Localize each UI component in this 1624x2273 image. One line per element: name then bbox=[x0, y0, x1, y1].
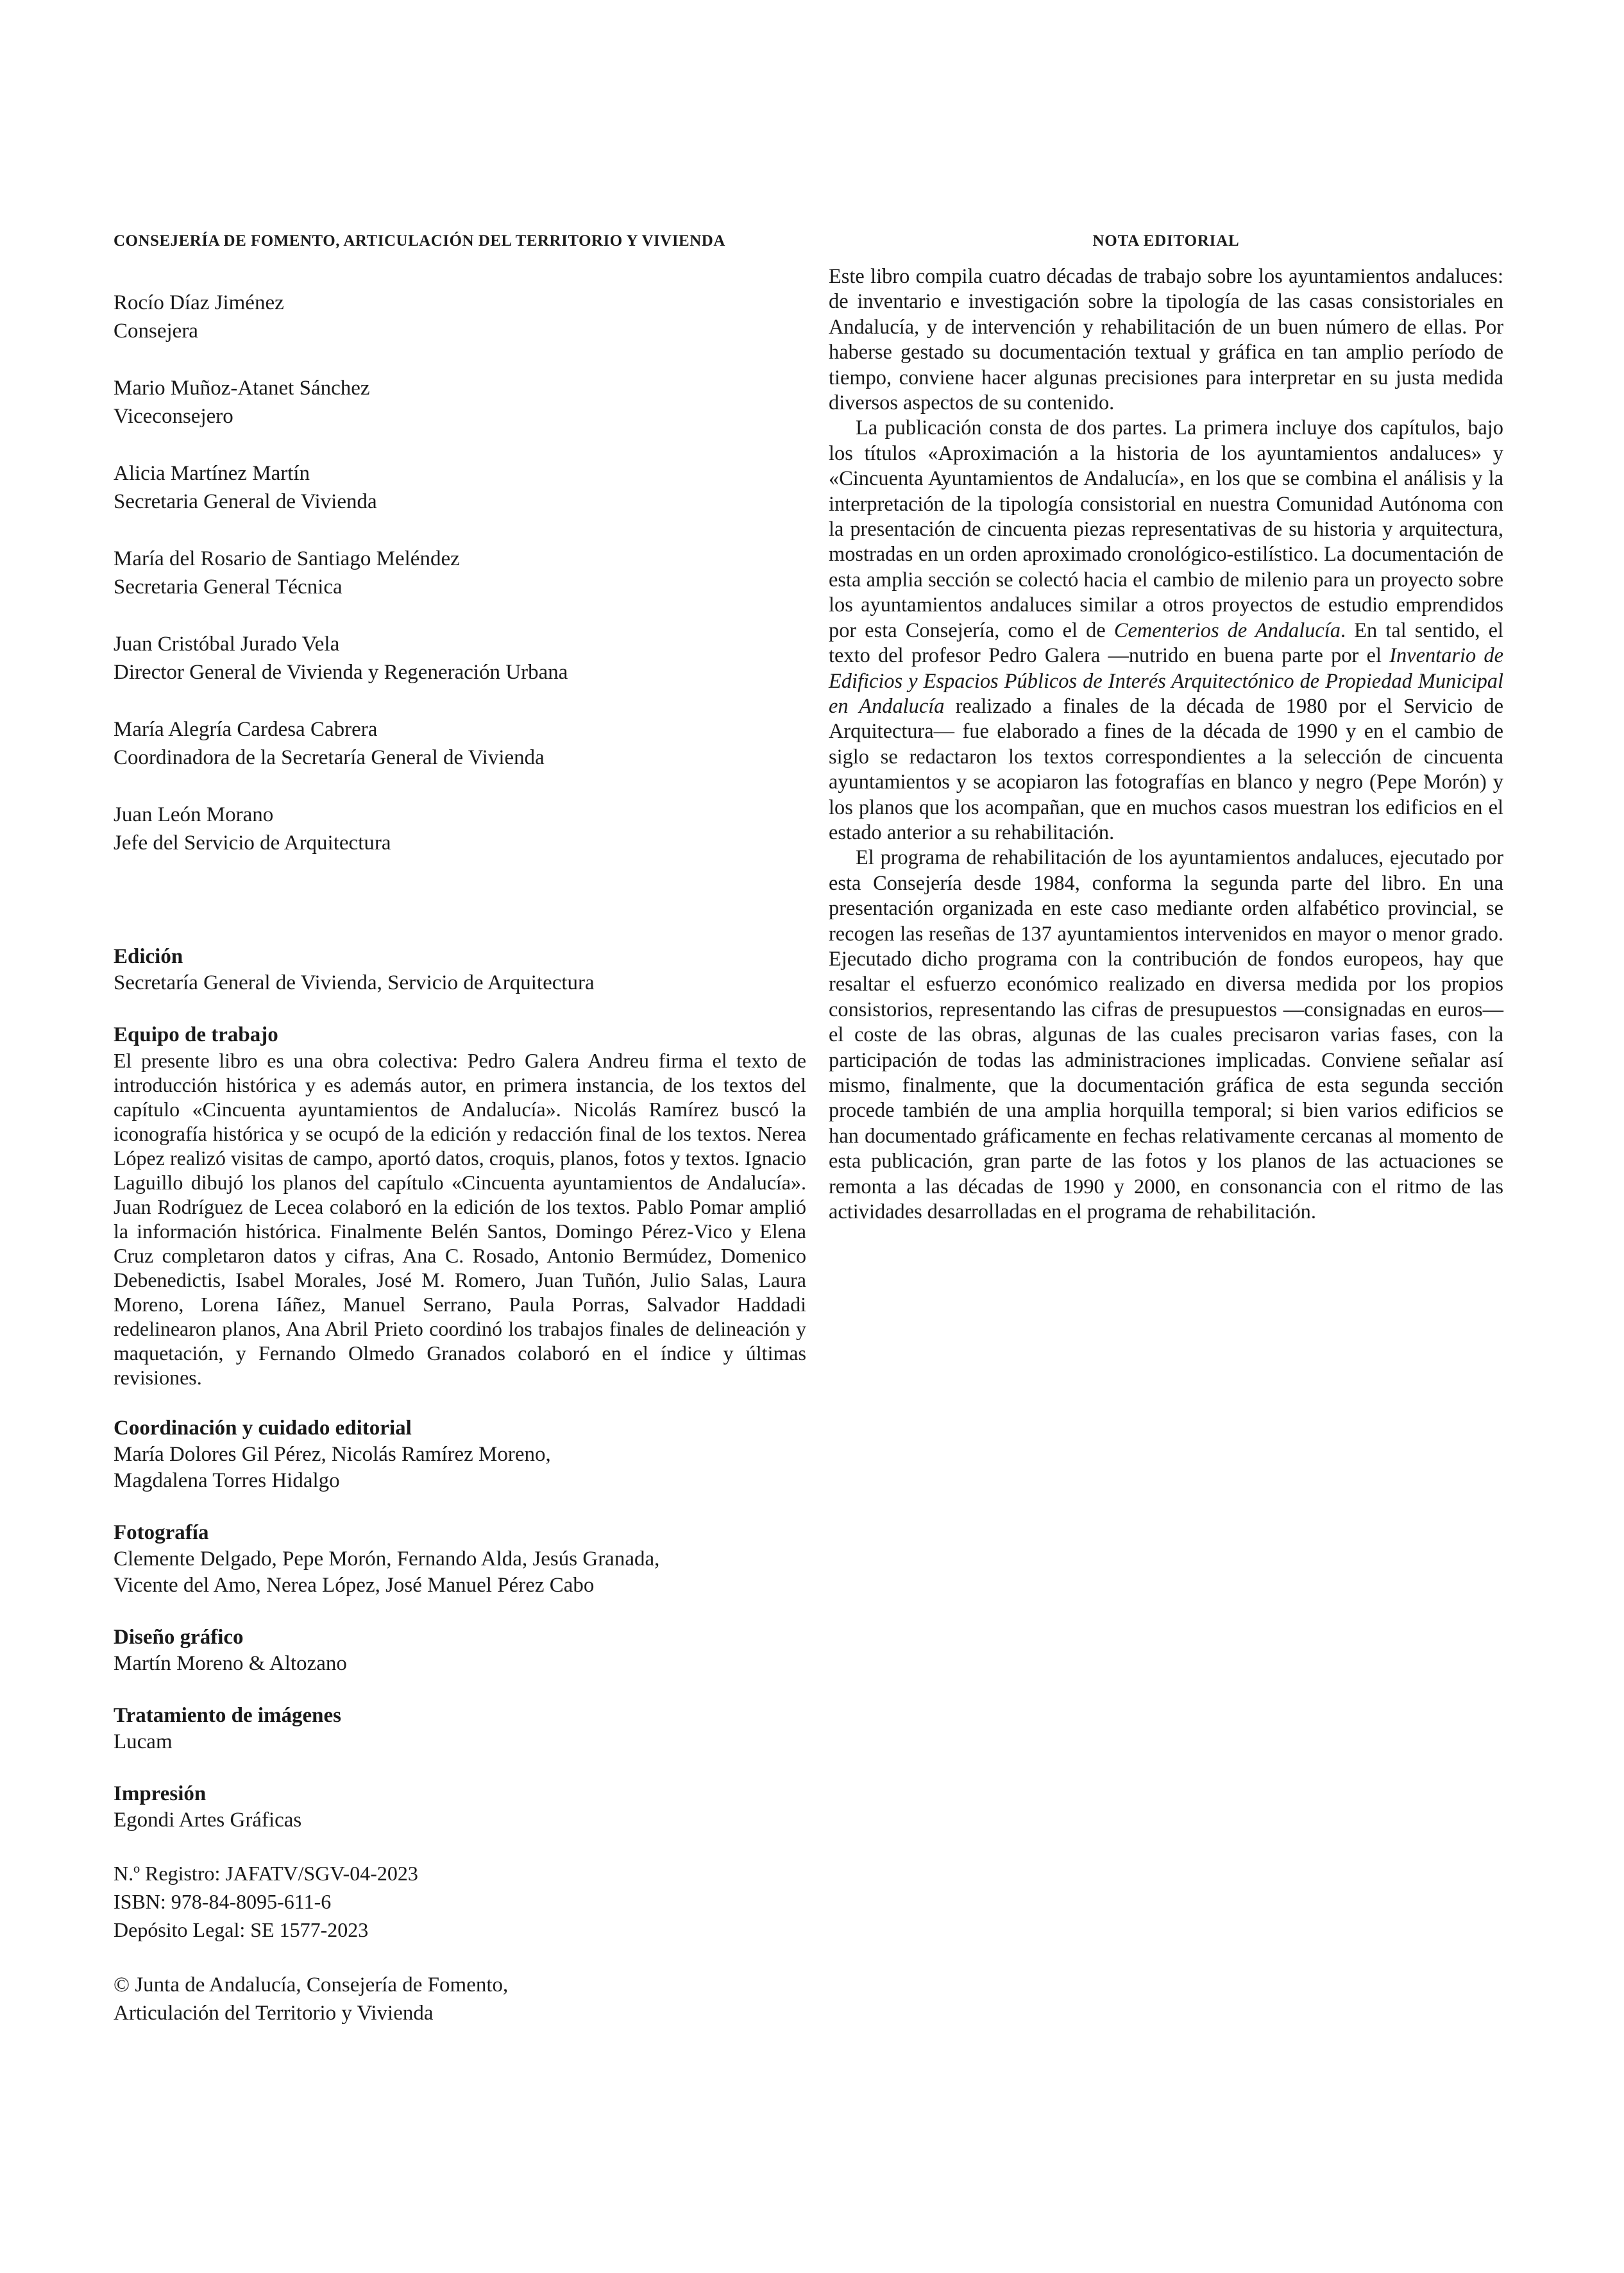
editorial-paragraph-3: El programa de rehabilitación de los ayuntamientos andaluces, ejecutado por esta Consejería desde 1984, conforma la segunda parte del libro. En una presentación organizada en este caso mediante orden alfabético provincial, se recogen las reseñas de 137 ayuntamientos intervenidos en mayor o menor grado. Ejecutado dicho programa con la contribución de fondos europeos, hay que resaltar el esfuerzo económico realizado en diversa medida por los propios consistorios, representando las cifras de presupuestos —consignadas en euros— el coste de las obras, algunas de las cuales precisaron varias fases, con la participación de todas las administraciones implicadas. Conviene señalar así mismo, finalmente, que la documentación gráfica de esta segunda sección procede también de una amplia horquilla temporal; si bien varios edificios se han documentado gráficamente en fechas relativamente cercanas al momento de esta publicación, gran parte de las fotos y los planos de las actuaciones se remonta a las décadas de 1990 y 2000, en consonancia con el ritmo de las actividades desarrolladas en el programa de rehabilitación. bbox=[829, 846, 1503, 1224]
tratamiento-heading: Tratamiento de imágenes bbox=[114, 1704, 341, 1727]
person-role: Coordinadora de la Secretaría General de Vivienda bbox=[114, 746, 545, 769]
person-role: Consejera bbox=[114, 319, 198, 343]
equipo-text: El presente libro es una obra colectiva: Pedro Galera Andreu firma el texto de introducción histórica y es además autor, en primera instancia, de los textos del capítulo «Cincuenta ayuntamientos de Andalucía». Nicolás Ramírez buscó la iconografía histórica y se ocupó de la edición y redacción final de los textos. Nerea López realizó visitas de campo, aportó datos, croquis, planos, fotos y textos. Ignacio Laguillo dibujó los planos del capítulo «Cincuenta ayuntamientos de Andalucía». Juan Rodríguez de Lecea colaboró en la edición de los textos. Pablo Pomar amplió la información histórica. Finalmente Belén Santos, Domingo Pérez-Vico y Elena Cruz completaron datos y cifras, Ana C. Rosado, Antonio Bermúdez, Domenico Debenedictis, Isabel Morales, José M. Romero, Juan Tuñón, Julio Salas, Laura Moreno, Lorena Iáñez, Manuel Serrano, Paula Porras, Salvador Haddadi redelinearon planos, Ana Abril Prieto coordinó los trabajos finales de delineación y maquetación, y Fernando Olmedo Granados colaboró en el índice y últimas revisiones. bbox=[114, 1049, 806, 1389]
equipo-heading: Equipo de trabajo bbox=[114, 1023, 278, 1046]
tratamiento-text: Lucam bbox=[114, 1730, 173, 1753]
fotografia-section bbox=[114, 1520, 806, 1599]
p2-text-a: La publicación consta de dos partes. La primera incluye dos capítulos, bajo los títulos «Aproximación a la historia de los ayuntamientos andaluces» y «Cincuenta Ayuntamientos de Andalucía», en los que se combina el análisis y la interpretación de la tipología consistorial en nuestra Comunidad Autónoma con la presentación de cincuenta piezas representativas de su historia y arquitectura, mostradas en un orden aproximado cronológico-estilístico. La documentación de esta amplia sección se colectó hacia el cambio de milenio para un proyecto sobre los ayuntamientos andaluces similar a otros proyectos de estudio emprendidos por esta Consejería, como el de bbox=[829, 416, 1503, 642]
fotografia-heading: Fotografía bbox=[114, 1521, 209, 1544]
person-role: Secretaria General Técnica bbox=[114, 575, 343, 599]
person-entry bbox=[114, 545, 806, 601]
credits-column bbox=[114, 232, 806, 2027]
person-name: María Alegría Cardesa Cabrera bbox=[114, 718, 378, 741]
coordinacion-line: María Dolores Gil Pérez, Nicolás Ramírez Moreno, bbox=[114, 1443, 551, 1466]
tratamiento-section bbox=[114, 1703, 806, 1755]
p2-italic-title-inventario: Inventario de Edificios y Espacios Públicos de Interés Arquitectónico de Propiedad Municipal en Andalucía bbox=[829, 644, 1503, 718]
impresion-text: Egondi Artes Gráficas bbox=[114, 1809, 302, 1832]
edicion-text: Secretaría General de Vivienda, Servicio de Arquitectura bbox=[114, 971, 595, 994]
person-entry bbox=[114, 801, 806, 857]
impresion-section bbox=[114, 1781, 806, 1834]
copyright-line: Articulación del Territorio y Vivienda bbox=[114, 2002, 434, 2025]
nota-editorial-header: NOTA EDITORIAL bbox=[1092, 232, 1240, 250]
editorial-paragraph-1: Este libro compila cuatro décadas de trabajo sobre los ayuntamientos andaluces: de inventario e investigación sobre la tipología de las casas consistoriales en Andalucía, y de intervención y rehabilitación de un buen número de ellas. Por haberse gestado su documentación textual y gráfica en tan amplio período de tiempo, conviene hacer algunas precisiones para interpretar en su justa medida diversos aspectos de su contenido. bbox=[829, 265, 1503, 415]
person-role: Director General de Vivienda y Regeneración Urbana bbox=[114, 661, 568, 684]
edicion-heading: Edición bbox=[114, 945, 183, 968]
deposito-legal: Depósito Legal: SE 1577-2023 bbox=[114, 1918, 369, 1941]
person-name: Alicia Martínez Martín bbox=[114, 462, 310, 485]
person-entry bbox=[114, 459, 806, 516]
diseno-section bbox=[114, 1624, 806, 1677]
p2-italic-title-cementerios: Cementerios de Andalucía bbox=[1113, 618, 1341, 642]
fotografia-line: Vicente del Amo, Nerea López, José Manuel Pérez Cabo bbox=[114, 1574, 595, 1597]
impresion-heading: Impresión bbox=[114, 1782, 207, 1805]
isbn-number: ISBN: 978-84-8095-611-6 bbox=[114, 1890, 332, 1913]
person-name: María del Rosario de Santiago Meléndez bbox=[114, 547, 460, 570]
registro-number: N.º Registro: JAFATV/SGV-04-2023 bbox=[114, 1862, 418, 1885]
person-name: Rocío Díaz Jiménez bbox=[114, 291, 284, 314]
coordinacion-line: Magdalena Torres Hidalgo bbox=[114, 1469, 340, 1492]
diseno-heading: Diseño gráfico bbox=[114, 1626, 244, 1649]
p2-text-c: . En tal sentido, el texto del profesor Pedro Galera —nutrido en buena parte por el bbox=[829, 618, 1504, 668]
copyright-line: © Junta de Andalucía, Consejería de Fomento, bbox=[114, 1973, 509, 1996]
person-role: Secretaria General de Vivienda bbox=[114, 490, 377, 513]
coordinacion-heading: Coordinación y cuidado editorial bbox=[114, 1417, 412, 1440]
editorial-paragraph-2 bbox=[829, 416, 1503, 846]
legal-info bbox=[114, 1859, 806, 1944]
person-entry bbox=[114, 630, 806, 686]
person-name: Juan León Morano bbox=[114, 803, 274, 826]
equipo-section bbox=[114, 1022, 806, 1390]
consejeria-header: CONSEJERÍA DE FOMENTO, ARTICULACIÓN DEL TERRITORIO Y VIVIENDA bbox=[114, 232, 725, 250]
diseno-text: Martín Moreno & Altozano bbox=[114, 1652, 347, 1675]
coordinacion-section bbox=[114, 1415, 806, 1494]
p2-text-e: realizado a finales de la década de 1980 por el Servicio de Arquitectura— fue elaborado a fines de la década de 1990 y en el cambio de siglo se redactaron los textos correspondientes a la selección de cincuenta ayuntamientos y se acopiaron las fotografías en blanco y negro (Pepe Morón) y los planos que los acompañan, que en muchos casos muestran los edificios en el estado anterior a su rehabilitación. bbox=[829, 694, 1503, 844]
person-role: Jefe del Servicio de Arquitectura bbox=[114, 831, 391, 855]
person-name: Juan Cristóbal Jurado Vela bbox=[114, 633, 340, 656]
copyright-notice bbox=[114, 1971, 806, 2027]
fotografia-line: Clemente Delgado, Pepe Morón, Fernando Alda, Jesús Granada, bbox=[114, 1547, 660, 1571]
person-entry bbox=[114, 289, 806, 345]
person-entry bbox=[114, 374, 806, 430]
edicion-section bbox=[114, 944, 806, 996]
person-role: Viceconsejero bbox=[114, 405, 233, 428]
editorial-note-column bbox=[829, 232, 1503, 1225]
person-entry bbox=[114, 715, 806, 772]
person-name: Mario Muñoz-Atanet Sánchez bbox=[114, 377, 370, 400]
